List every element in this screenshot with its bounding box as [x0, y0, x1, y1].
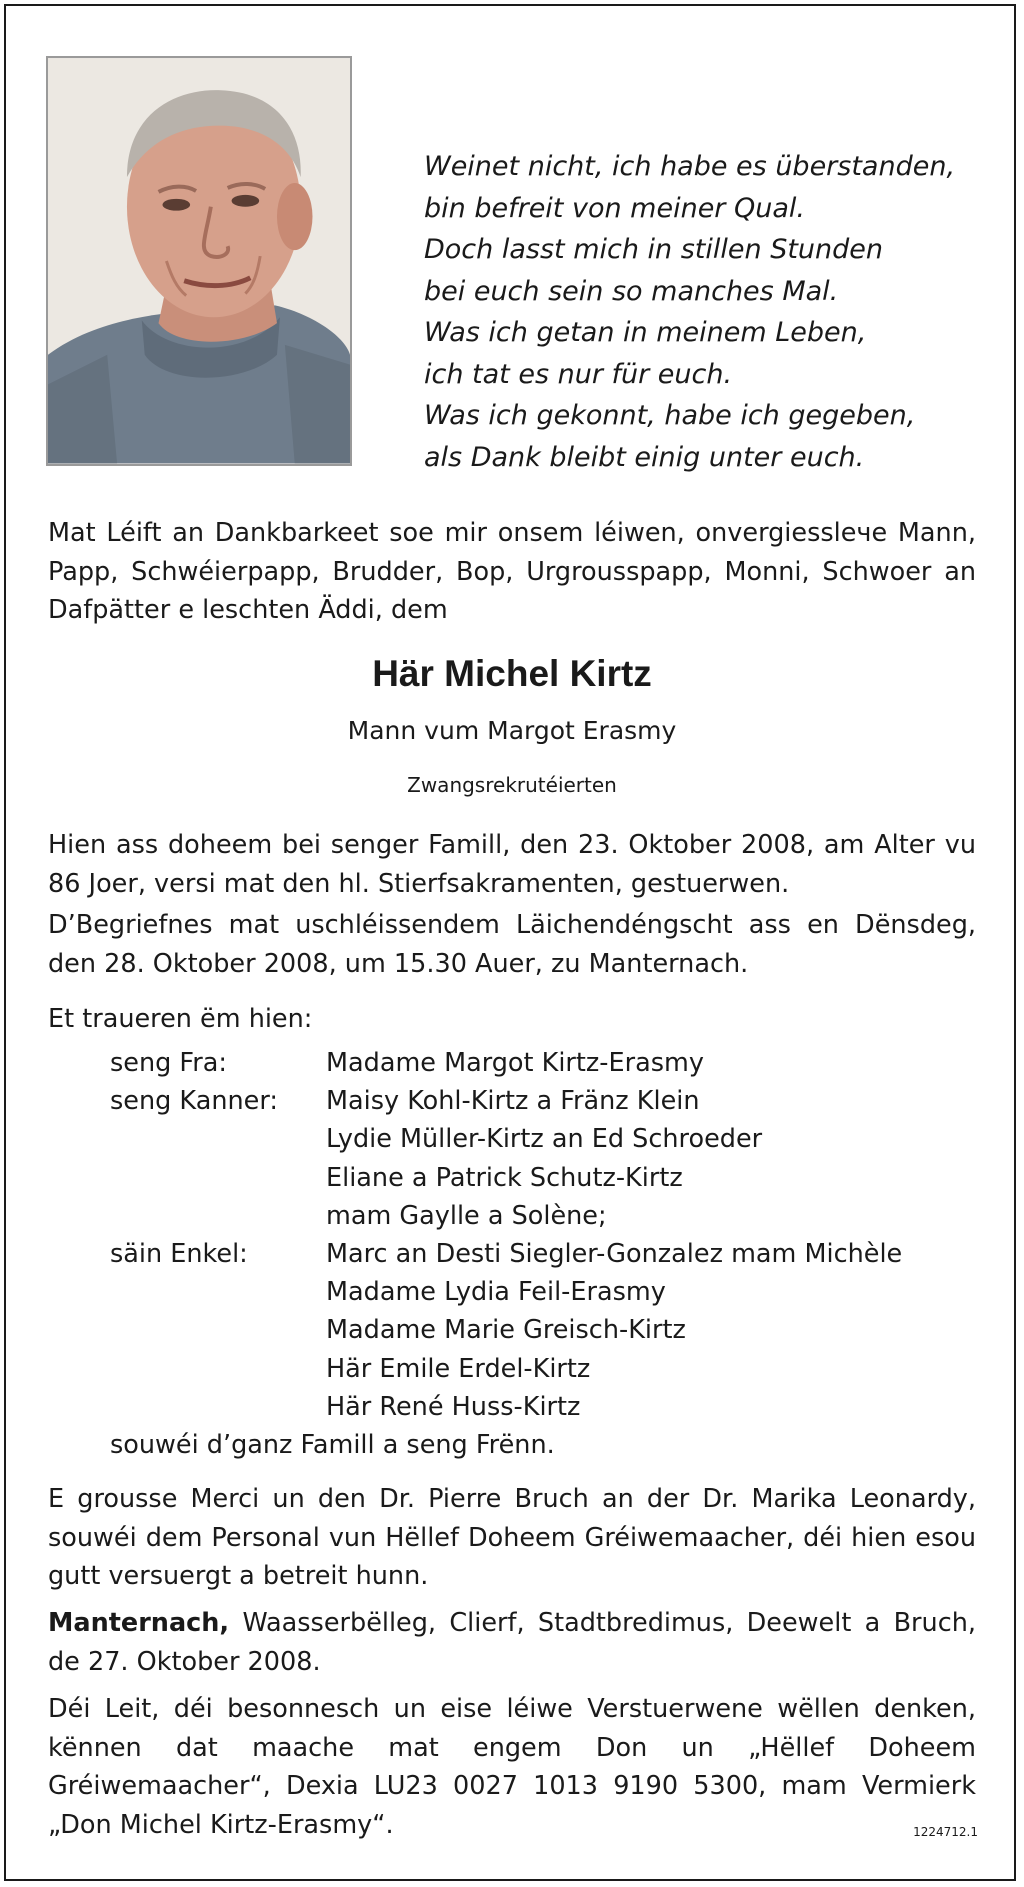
reference-number: 1224712.1 — [913, 1825, 978, 1839]
mourner-row — [110, 1273, 990, 1311]
thanks-paragraph: E grousse Merci un den Dr. Pierre Bruch an der Dr. Marika Leonardy, souwéi dem Personal vun Hëllef Doheem Gréiwemaacher, déi hien esou gutt versuergt a betreit hunn. — [48, 1484, 976, 1591]
poem-line: Weinet nicht, ich habe es überstanden, — [424, 151, 956, 182]
mourner-row — [110, 1159, 990, 1197]
mourner-names: Maisy Kohl-Kirtz a Fränz Klein — [326, 1086, 700, 1117]
poem-line: Was ich gekonnt, habe ich gegeben, — [424, 400, 916, 431]
deceased-title: Zwangsrekrutéierten — [407, 773, 617, 797]
mourner-names: Eliane a Patrick Schutz-Kirtz — [326, 1162, 683, 1193]
mourner-relation: souwéi d’ganz Famill a seng Frënn. — [110, 1429, 555, 1460]
mourner-names: Marc an Desti Siegler-Gonzalez mam Michèle — [326, 1238, 903, 1269]
mourner-row — [110, 1197, 990, 1235]
place-name: Manternach, — [48, 1608, 230, 1638]
place-date-paragraph — [48, 1604, 976, 1681]
poem-line: bei euch sein so manches Mal. — [424, 275, 839, 307]
donation-paragraph: Déi Leit, déi besonnesch un eise léiwe Verstuerwene wëllen denken, kënnen dat maache mat engem Don un „Hëllef Doheem Gréiwemaacher“, Dexia LU23 0027 1013 9190 5300, mam Vermierk „Don Michel Kirtz-Erasmy“. — [48, 1694, 976, 1840]
mourner-row — [110, 1388, 990, 1426]
mourner-row — [110, 1120, 990, 1158]
mourner-names: Madame Lydia Feil-Erasmy — [326, 1277, 666, 1308]
mourner-row — [110, 1311, 990, 1349]
spouse-line: Mann vum Margot Erasmy — [347, 716, 677, 745]
mourner-row — [110, 1082, 990, 1120]
mourner-row — [110, 1044, 990, 1082]
portrait-photo — [46, 56, 352, 466]
mourner-row — [110, 1350, 990, 1388]
deceased-name: Här Michel Kirtz — [372, 653, 652, 694]
mourner-names: Madame Marie Greisch-Kirtz — [326, 1315, 686, 1346]
funeral-notice: D’Begriefnes mat uschléissendem Läichendéngscht ass en Dënsdeg, den 28. Oktober 2008, um 15.30 Auer, zu Manternach. — [48, 910, 976, 979]
mourner-names: Madame Margot Kirtz-Erasmy — [326, 1048, 704, 1078]
death-notice: Hien ass doheem bei senger Famill, den 23. Oktober 2008, am Alter vu 86 Joer, versi mat den hl. Stierfsakramenten, gestuerwen. — [48, 830, 976, 899]
intro-paragraph: Mat Léift an Dankbarkeet soe mir onsem léiwen, onvergiesslече Mann, Papp, Schwéierpapp, Brudder, Bop, Urgrousspapp, Monni, Schwoer an Dafpätter e leschten Äddi, dem — [48, 518, 976, 625]
mourner-relation: säin Enkel: — [110, 1238, 248, 1269]
mourner-names: Här René Huss-Kirtz — [326, 1391, 581, 1422]
mourner-relation: seng Kanner: — [110, 1086, 278, 1117]
poem-line: bin befreit von meiner Qual. — [424, 192, 805, 224]
mourner-row — [110, 1426, 990, 1464]
mourner-names: Här Emile Erdel-Kirtz — [326, 1353, 591, 1384]
poem-line: Was ich getan in meinem Leben, — [424, 317, 867, 348]
mourner-names: mam Gaylle a Solène; — [326, 1200, 607, 1231]
mourners-list — [110, 1044, 990, 1464]
place-date-rest: Waasserbëlleg, Clierf, Stadtbredimus, Deewelt a Bruch, de 27. Oktober 2008. — [48, 1608, 976, 1677]
poem-line: ich tat es nur für euch. — [424, 358, 733, 390]
mourners-heading: Et traueren ëm hien: — [48, 1004, 313, 1034]
memorial-poem — [424, 146, 984, 478]
poem-line: Doch lasst mich in stillen Stunden — [424, 234, 884, 265]
mourner-names: Lydie Müller-Kirtz an Ed Schroeder — [326, 1124, 763, 1155]
mourner-relation: seng Fra: — [110, 1048, 227, 1078]
poem-line: als Dank bleibt einig unter euch. — [424, 441, 865, 473]
mourner-row — [110, 1235, 990, 1273]
